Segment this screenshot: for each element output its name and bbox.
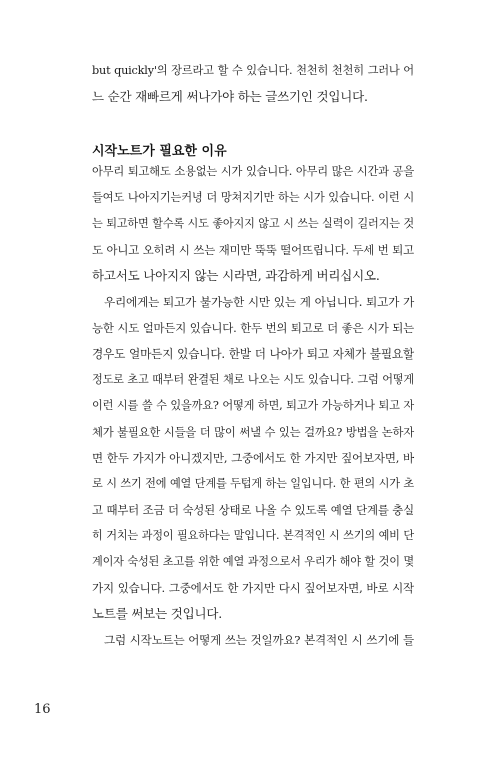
intro-line: 느 순간 재빠르게 써나가야 하는 글쓰기인 것입니다. (92, 89, 368, 104)
paragraph2-line: 계이자 숙성된 초고를 위한 예열 과정으로서 우리가 해야 할 것이 몇 (92, 555, 414, 568)
paragraph1-line: 하고서도 나아지지 않는 시라면, 과감하게 버리십시오. (92, 268, 380, 283)
paragraph3-line: 그럼 시작노트는 어떻게 쓰는 것일까요? 본격적인 시 쓰기에 들 (104, 633, 414, 647)
paragraph2-line: 가지 있습니다. 그중에서도 한 가지만 다시 짚어보자면, 바로 시작 (92, 581, 414, 595)
paragraph2-line: 정도로 초고 때부터 완결된 채로 나오는 시도 있습니다. 그럼 어떻게 (92, 373, 414, 386)
paragraph2-line: 로 시 쓰기 전에 예열 단계를 두텁게 하는 일입니다. 한 편의 시가 초 (92, 477, 414, 490)
paragraph1-line: 들여도 나아지기는커녕 더 망쳐지기만 하는 시가 있습니다. 이런 시 (92, 191, 414, 204)
paragraph2-line: 체가 불필요한 시들을 더 많이 써낼 수 있는 걸까요? 방법을 논하자 (92, 425, 414, 439)
paragraph2-line: 노트를 써보는 것입니다. (92, 606, 223, 621)
section-heading: 시작노트가 필요한 이유 (92, 144, 227, 159)
intro-line: but quickly'의 장르라고 할 수 있습니다. 천천히 천천히 그러나 어 (92, 64, 414, 77)
paragraph2-line: 면 한두 가지가 아니겠지만, 그중에서도 한 가지만 짚어보자면, 바 (92, 451, 414, 465)
page-number: 16 (34, 702, 51, 717)
paragraph1-line: 는 퇴고하면 할수록 시도 좋아지지 않고 시 쓰는 실력이 길러지는 것 (92, 217, 414, 230)
paragraph2-line: 이런 시를 쓸 수 있을까요? 어떻게 하면, 퇴고가 가능하거나 퇴고 자 (92, 399, 414, 412)
paragraph2-line: 우리에게는 퇴고가 불가능한 시만 있는 게 아닙니다. 퇴고가 가 (104, 295, 414, 309)
paragraph1-line: 아무리 퇴고해도 소용없는 시가 있습니다. 아무리 많은 시간과 공을 (92, 165, 414, 178)
paragraph1-line: 도 아니고 오히려 시 쓰는 재미만 뚝뚝 떨어뜨립니다. 두세 번 퇴고 (92, 243, 414, 257)
paragraph2-line: 능한 시도 얼마든지 있습니다. 한두 번의 퇴고로 더 좋은 시가 되는 (92, 321, 414, 335)
paragraph2-line: 경우도 얼마든지 있습니다. 한발 더 나아가 퇴고 자체가 불필요할 (92, 347, 414, 361)
paragraph2-line: 히 거치는 과정이 필요하다는 말입니다. 본격적인 시 쓰기의 예비 단 (92, 529, 414, 542)
paragraph2-line: 고 때부터 조금 더 숙성된 상태로 나올 수 있도록 예열 단계를 충실 (92, 503, 414, 517)
